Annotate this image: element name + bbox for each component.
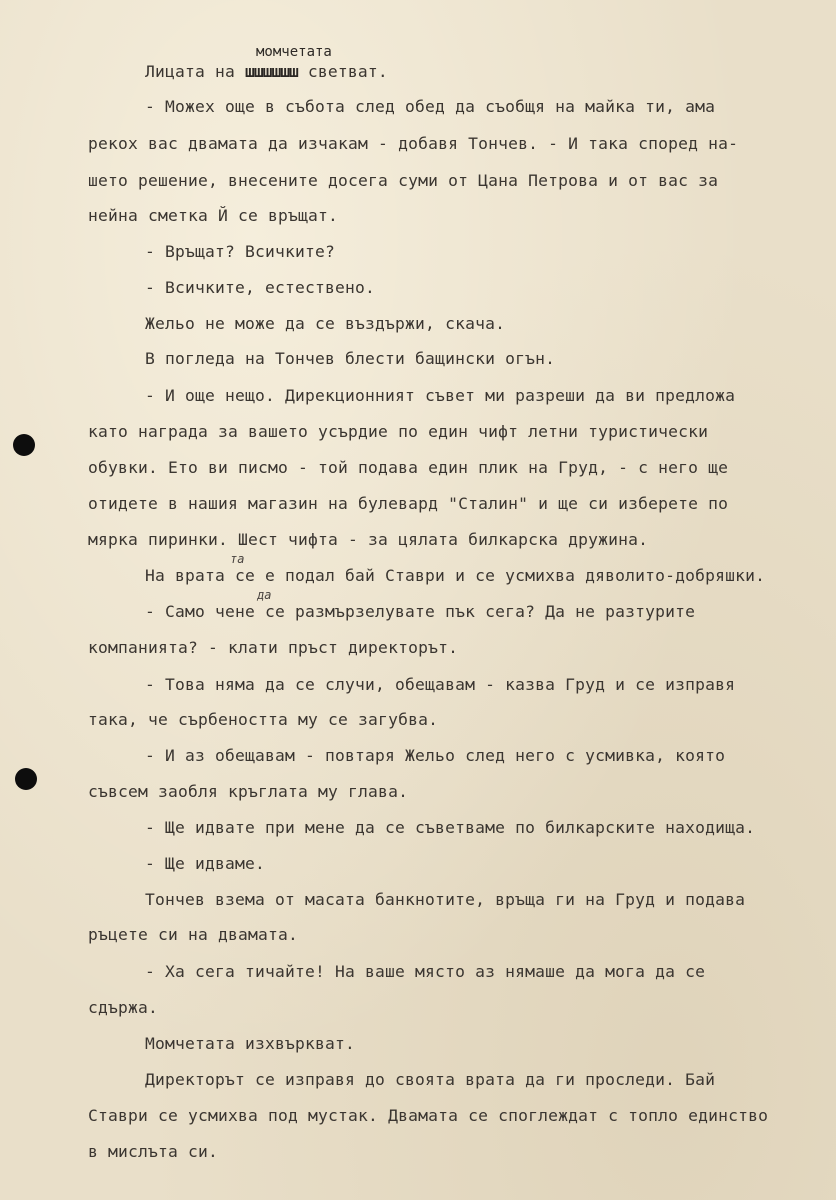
text-line-3: рекох вас двамата да изчакам - добавя Тончев. - И така според на- [88, 134, 739, 153]
handwritten-insertion-ta: та [230, 552, 245, 566]
text-line-5: нейна сметка Й се връщат. [88, 206, 339, 225]
text-line-23: - Ще идваме. [145, 854, 266, 873]
text-line-19: така, че сърбеността му се загубва. [88, 710, 439, 729]
handwritten-insertion-da: да [257, 588, 272, 602]
text-line-20: - И аз обещавам - повтаря Жельо след него с усмивка, която [145, 746, 726, 765]
text-line-2: - Можех още в събота след обед да съобщя на майка ти, ама [145, 97, 716, 116]
text-line-31: в мислъта си. [88, 1142, 219, 1161]
text-line-30: Ставри се усмихва под мустак. Двамата се споглеждат с топло единство [88, 1106, 769, 1125]
text-line-22: - Ще идвате при мене да се съветваме по билкарските находища. [145, 818, 756, 837]
text-line-4: шето решение, внесените досега суми от Цана Петрова и от вас за [88, 171, 719, 190]
text-line-1 [145, 62, 388, 82]
punch-hole-upper [13, 434, 35, 456]
line1-prefix: Лицата на [145, 62, 246, 81]
text-line-28: Момчетата изхвъркват. [145, 1034, 356, 1053]
text-line-11: като награда за вашето усърдие по един чифт летни туристически [88, 422, 709, 441]
line1-suffix: светват. [297, 62, 388, 81]
text-line-8: Жельо не може да се въздържи, скача. [145, 314, 506, 333]
struck-out-word: шшшшшш [245, 62, 298, 81]
text-line-17: компанията? - клати пръст директорът. [88, 638, 459, 657]
text-line-18: - Това няма да се случи, обещавам - казва Груд и се изправя [145, 675, 736, 694]
text-line-15: На врата се е подал бай Ставри и се усмихва дяволито-добряшки. [145, 566, 766, 585]
text-line-12: обувки. Ето ви писмо - той подава един плик на Груд, - с него ще [88, 458, 729, 477]
text-line-29: Директорът се изправя до своята врата да ги проследи. Бай [145, 1070, 716, 1089]
text-line-21: съвсем заобля кръглата му глава. [88, 782, 409, 801]
text-line-9: В погледа на Тончев блести бащински огън. [145, 349, 556, 368]
text-line-27: сдържа. [88, 998, 159, 1017]
text-line-16: - Само чене се размързелувате пък сега? Да не разтурите [145, 602, 696, 621]
text-line-10: - И още нещо. Дирекционният съвет ми разреши да ви предложа [145, 386, 736, 405]
text-line-7: - Всичките, естествено. [145, 278, 376, 297]
punch-hole-lower [15, 768, 37, 790]
text-line-13: отидете в нашия магазин на булевард "Сталин" и ще си изберете по [88, 494, 729, 513]
text-line-25: ръцете си на двамата. [88, 925, 299, 944]
text-line-26: - Ха сега тичайте! На ваше място аз нямаше да мога да се [145, 962, 706, 981]
handwritten-insertion: момчетата [256, 44, 332, 60]
text-line-14: мярка пиринки. Шест чифта - за цялата билкарска дружина. [88, 530, 649, 549]
text-line-24: Тончев взема от масата банкнотите, връща ги на Груд и подава [145, 890, 746, 909]
text-line-6: - Връщат? Всичките? [145, 242, 336, 261]
